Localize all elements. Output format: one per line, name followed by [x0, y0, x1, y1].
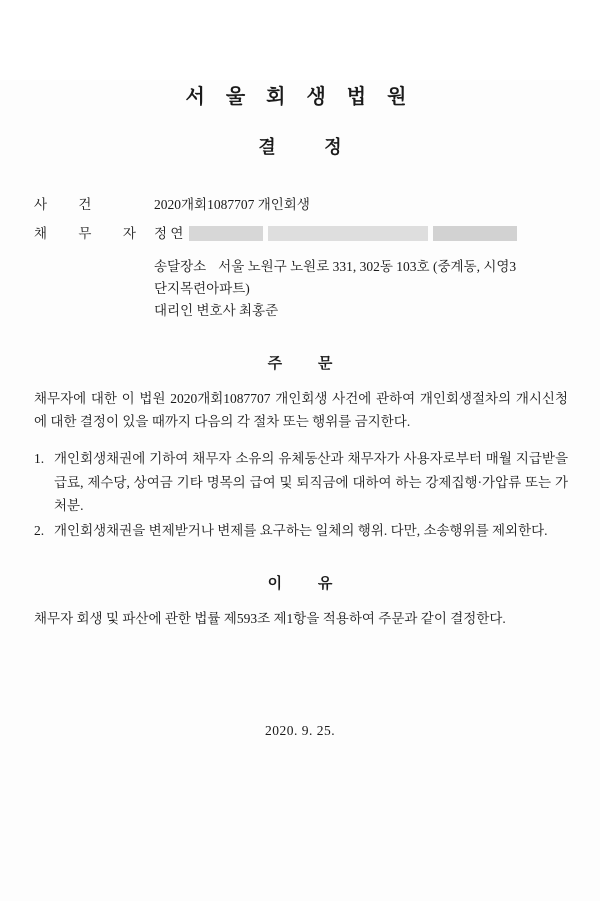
list-item: [34, 447, 568, 517]
reason-section-heading: 이 유: [267, 576, 349, 593]
case-fields: [0, 193, 600, 242]
field-row-debtor: [34, 222, 570, 242]
list-item-text: 개인회생채권을 변제받거나 변제를 요구하는 일체의 행위. 다만, 소송행위를 제외한다.: [54, 523, 548, 539]
list-item-text: 개인회생채권에 기하여 채무자 소유의 유체동산과 채무자가 사용자로부터 매월 지급받을 급료, 제수당, 상여금 기타 명목의 급여 및 퇴직금에 대하여 하는 강제집행·가압류 또는 가처분.: [54, 451, 568, 513]
field-label-case: 사 건: [34, 197, 106, 212]
redaction-block-2: [268, 226, 428, 241]
decision-date: 2020. 9. 25.: [264, 722, 336, 738]
document-type-title: 결 정: [258, 137, 364, 157]
main-section-heading: 주 문: [267, 355, 349, 372]
field-label-debtor: 채 무 자: [34, 226, 150, 241]
service-address-block: [0, 256, 600, 322]
list-item-number: 1.: [34, 451, 45, 467]
prohibited-actions-list: [0, 447, 600, 542]
service-address-text-1: 서울 노원구 노원로 331, 302동 103호 (중계동, 시영3: [218, 259, 517, 275]
service-address-label: 송달장소: [154, 259, 207, 275]
field-row-case: [34, 193, 570, 213]
main-section-paragraph: 채무자에 대한 이 법원 2020개회1087707 개인회생 사건에 관하여 개인회생절차의 개시신청에 대한 결정이 있을 때까지 다음의 각 절차 또는 행위를 금지한다.: [34, 390, 568, 430]
field-value-case: 2020개회1087707 개인회생: [154, 197, 310, 212]
redaction-block-3: [433, 226, 517, 241]
list-item-number: 2.: [34, 523, 45, 539]
service-address-line-1: [154, 256, 566, 278]
court-name-title: 서 울 회 생 법 원: [185, 86, 415, 108]
field-value-debtor: [154, 222, 570, 242]
service-address-line-2: 단지목련아파트): [154, 281, 250, 297]
debtor-name-text: 정 연: [154, 226, 184, 241]
redaction-block-1: [189, 226, 263, 241]
legal-agent-line: 대리인 변호사 최홍준: [154, 303, 279, 319]
document-page: [0, 80, 600, 901]
reason-section-paragraph: 채무자 회생 및 파산에 관한 법률 제593조 제1항을 적용하여 주문과 같이 결정한다.: [34, 611, 506, 627]
list-item: [34, 519, 568, 542]
